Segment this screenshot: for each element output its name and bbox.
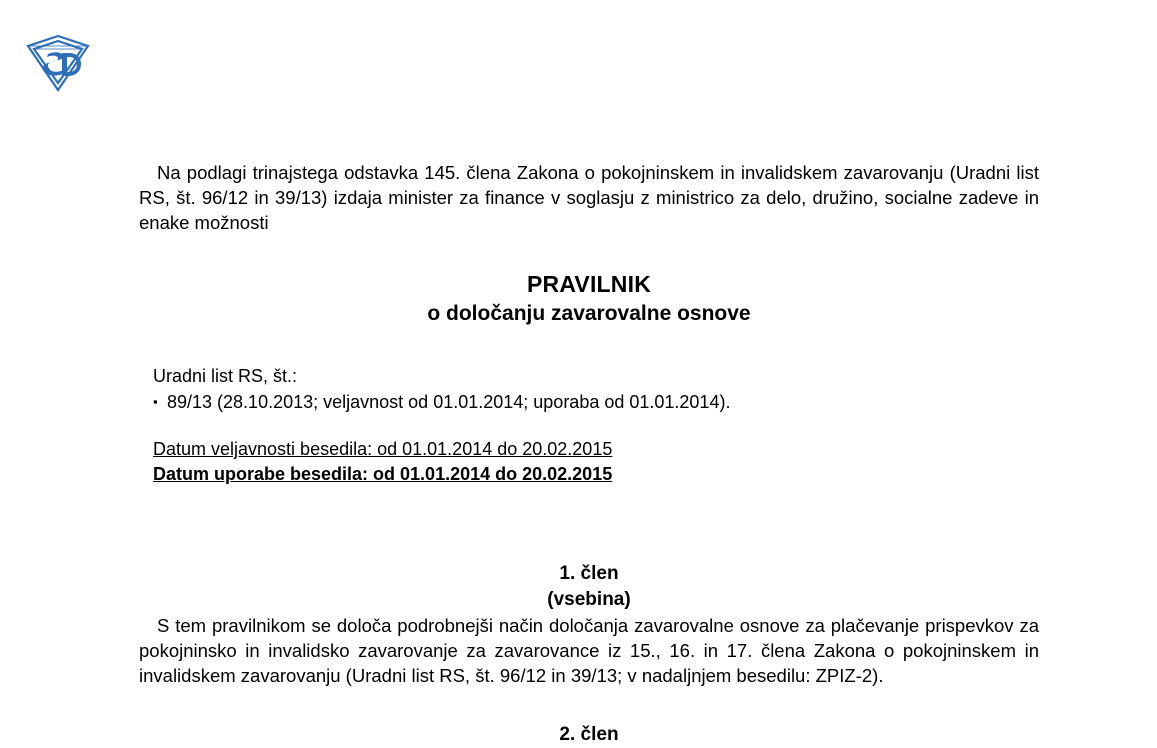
sd-emblem-logo xyxy=(22,32,94,94)
document-title-block xyxy=(139,269,1039,329)
intro-paragraph: Na podlagi trinajstega odstavka 145. člena Zakona o pokojninskem in invalidskem zavarovanju (Uradni list RS, št. 96/12 in 39/13) izdaja minister za finance v soglasju z ministrico za delo, družino, socialne zadeve in enake možnosti xyxy=(139,162,1039,233)
page-title: PRAVILNIK xyxy=(526,271,652,297)
validity-date-line: Datum veljavnosti besedila: od 01.01.2014 do 20.02.2015 xyxy=(153,439,613,459)
article-2-number: 2. člen xyxy=(559,724,619,745)
article-1-text: S tem pravilnikom se določa podrobnejši način določanja zavarovalne osnove za plačevanje prispevkov za pokojninsko in invalidsko zavarovanje za zavarovance iz 15., 16. in 17. člena Zakona o pokojninskem in invalidskem zavarovanju (Uradni list RS, št. 96/12 in 39/13; v nadaljnjem besedilu: ZPIZ-2). xyxy=(139,615,1039,686)
gazette-item xyxy=(139,389,1039,415)
page-subtitle: o določanju zavarovalne osnove xyxy=(427,302,751,325)
usage-date-line: Datum uporabe besedila: od 01.01.2014 do 20.02.2015 xyxy=(153,464,613,484)
article-1-number: 1. člen xyxy=(559,563,619,584)
gazette-item-text: 89/13 (28.10.2013; veljavnost od 01.01.2014; uporaba od 01.01.2014). xyxy=(167,392,731,412)
square-bullet-icon: ▪ xyxy=(153,394,158,409)
article-1-caption: (vsebina) xyxy=(547,589,631,610)
document-content xyxy=(139,160,1039,748)
gazette-label: Uradni list RS, št.: xyxy=(153,366,298,386)
